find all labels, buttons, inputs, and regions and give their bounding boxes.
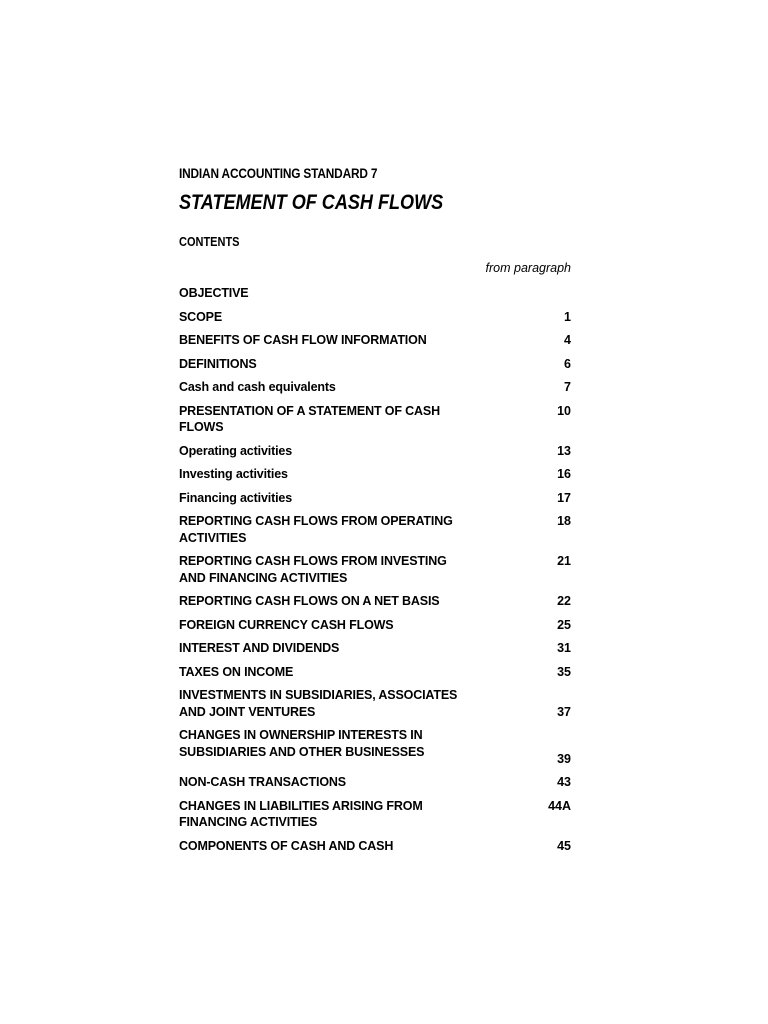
toc-entry-paragraph: 6 [564,356,571,371]
toc-entry-label: BENEFITS OF CASH FLOW INFORMATION [179,333,427,347]
toc-row [179,379,571,396]
toc-row [179,466,571,483]
table-of-contents [179,285,571,854]
toc-row [179,664,571,681]
document-title: STATEMENT OF CASH FLOWS [179,191,444,214]
toc-entry-label: CHANGES IN OWNERSHIP INTERESTS IN SUBSIDIARIES AND OTHER BUSINESSES [179,728,425,759]
toc-row [179,513,571,546]
toc-entry-paragraph: 44A [548,798,571,813]
toc-entry-paragraph: 25 [557,617,571,632]
toc-row [179,309,571,326]
toc-entry-label: DEFINITIONS [179,356,257,371]
toc-entry-label: PRESENTATION OF A STATEMENT OF CASH FLOWS [179,403,440,434]
toc-entry-paragraph: 31 [557,641,571,655]
toc-entry-paragraph: 43 [557,775,571,789]
toc-entry-label: Operating activities [179,443,293,458]
toc-entry-label: INTEREST AND DIVIDENDS [179,641,340,655]
toc-entry-paragraph: 7 [564,380,571,394]
toc-entry-label: NON-CASH TRANSACTIONS [179,775,346,789]
toc-entry-paragraph: 35 [557,664,571,679]
toc-entry-label: INVESTMENTS IN SUBSIDIARIES, ASSOCIATES AND JOINT VENTURES [179,688,458,719]
toc-entry-label: SCOPE [179,309,223,324]
toc-entry-label: REPORTING CASH FLOWS ON A NET BASIS [179,594,440,608]
toc-row [179,332,571,349]
toc-entry-paragraph: 1 [564,309,571,324]
contents-heading: CONTENTS [179,235,240,249]
toc-entry-paragraph: 13 [557,443,571,458]
toc-entry-paragraph: 17 [557,490,571,505]
toc-entry-paragraph: 16 [557,467,571,481]
toc-entry-label: Investing activities [179,467,288,481]
toc-row [179,727,571,766]
toc-entry-paragraph: 39 [557,751,571,766]
toc-entry-label: COMPONENTS OF CASH AND CASH [179,838,394,853]
toc-entry-label: TAXES ON INCOME [179,664,294,679]
toc-entry-paragraph: 10 [557,403,571,418]
toc-row [179,443,571,460]
toc-row [179,403,571,436]
toc-row [179,617,571,634]
toc-entry-label: REPORTING CASH FLOWS FROM INVESTING AND FINANCING ACTIVITIES [179,554,447,585]
toc-row [179,553,571,586]
toc-entry-paragraph: 37 [557,704,571,719]
toc-entry-paragraph: 4 [564,333,571,347]
toc-row [179,798,571,831]
toc-entry-paragraph: 22 [557,594,571,608]
toc-entry-label: REPORTING CASH FLOWS FROM OPERATING ACTIVITIES [179,514,453,545]
toc-row [179,356,571,373]
toc-entry-label: FOREIGN CURRENCY CASH FLOWS [179,617,394,632]
toc-entry-label: Financing activities [179,490,293,505]
toc-row [179,285,571,302]
from-paragraph-label: from paragraph [485,261,571,275]
toc-row [179,774,571,791]
toc-row [179,640,571,657]
standard-number: INDIAN ACCOUNTING STANDARD 7 [179,166,378,181]
toc-entry-label: Cash and cash equivalents [179,380,336,394]
toc-row [179,687,571,720]
toc-entry-paragraph: 45 [557,838,571,853]
toc-row [179,490,571,507]
toc-entry-paragraph: 18 [557,514,571,528]
toc-row [179,593,571,610]
toc-row [179,838,571,855]
toc-entry-label: CHANGES IN LIABILITIES ARISING FROM FINANCING ACTIVITIES [179,798,423,829]
document-content [179,164,571,861]
toc-entry-label: OBJECTIVE [179,286,249,300]
toc-entry-paragraph: 21 [557,554,571,568]
